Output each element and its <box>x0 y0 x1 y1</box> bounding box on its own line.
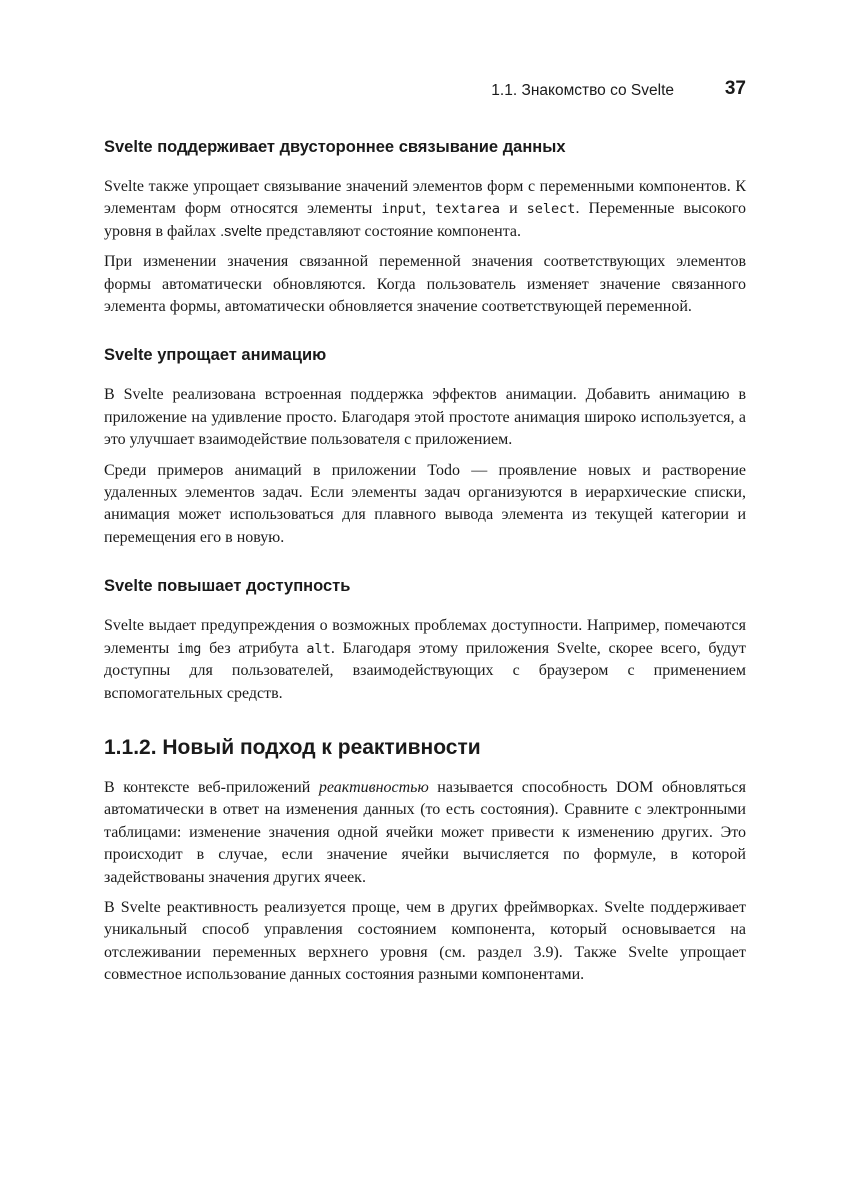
text-run: называется способность DOM обновляться автоматически в ответ на изменения данных (то есть состояния). Сравните с электронными таблицами: изменение значения одной ячейки может привести к изменению других. Это происходит в случае, если значение ячейки вычисляется по формуле, в которой задействованы значения других ячеек. <box>104 778 747 886</box>
paragraph-two-way-binding-1 <box>104 176 746 243</box>
heading-animation: Svelte упрощает анимацию <box>104 346 327 365</box>
paragraph-reactivity-1 <box>104 777 746 889</box>
heading-reactivity: 1.1.2. Новый подход к реактивности <box>104 735 481 759</box>
text-run: , <box>421 200 435 218</box>
text-run: . Благодаря этому приложения Svelte, скорее всего, будут доступны для пользователей, взаимодействующих с браузером с применением вспомогательных средств. <box>104 639 746 702</box>
paragraph-accessibility-1 <box>104 615 746 705</box>
text-run: Svelte также упрощает связывание значений элементов форм с переменными компонентов. К элементам форм относятся элементы <box>104 178 746 218</box>
text-run: Svelte выдает предупреждения о возможных проблемах доступности. Например, помечаются элементы <box>104 617 746 657</box>
paragraph-two-way-binding-2: При изменении значения связанной переменной значения соответствующих элементов формы автоматически обновляются. Когда пользователь изменяет значение связанного элемента формы, автоматически обновляется значение соответствующей переменной. <box>104 253 746 316</box>
text-run: представляют состояние компонента. <box>262 222 522 240</box>
section-gap <box>104 557 746 573</box>
italic-term: реактивностью <box>318 778 429 796</box>
code-select: select <box>526 201 576 218</box>
paragraph-reactivity-2: В Svelte реактивность реализуется проще, чем в других фреймворках. Svelte поддерживает уникальный способ управления состоянием компонента, который основывается на отслеживании переменных верхнего уровня (см. раздел 3.9). Также Svelte упрощает совместное использование данных состояния разными компонентами. <box>104 898 746 984</box>
heading-two-way-binding: Svelte поддерживает двустороннее связывание данных <box>104 138 566 156</box>
section-gap <box>104 713 746 733</box>
section-gap <box>104 326 746 342</box>
paragraph-animation-2: Среди примеров анимаций в приложении Todo — проявление новых и растворение удаленных элементов задач. Если элементы задач организуются в иерархические списки, анимация может использоваться для плавного вывода элемента из текущей категории и перемещения его в новую. <box>104 461 746 546</box>
code-img: img <box>176 640 202 657</box>
code-input: input <box>381 201 422 218</box>
text-run: . Переменные высокого уровня в файлах <box>104 200 747 240</box>
text-run: без атрибута <box>201 639 307 657</box>
text-run: и <box>500 200 527 218</box>
running-header <box>104 78 746 104</box>
text-run: В контексте веб-приложений <box>104 778 319 796</box>
page-content <box>104 134 746 995</box>
file-extension: .svelte <box>220 223 263 240</box>
code-alt: alt <box>306 640 331 657</box>
paragraph-animation-1: В Svelte реализована встроенная поддержка эффектов анимации. Добавить анимацию в приложение на удивление просто. Благодаря этой простоте анимация широко используется, а это улучшает взаимодействие пользователя с приложением. <box>104 386 746 449</box>
code-textarea: textarea <box>435 201 501 218</box>
heading-accessibility: Svelte повышает доступность <box>104 577 351 596</box>
page-number: 37 <box>724 78 746 99</box>
running-title: 1.1. Знакомство со Svelte <box>491 82 674 99</box>
